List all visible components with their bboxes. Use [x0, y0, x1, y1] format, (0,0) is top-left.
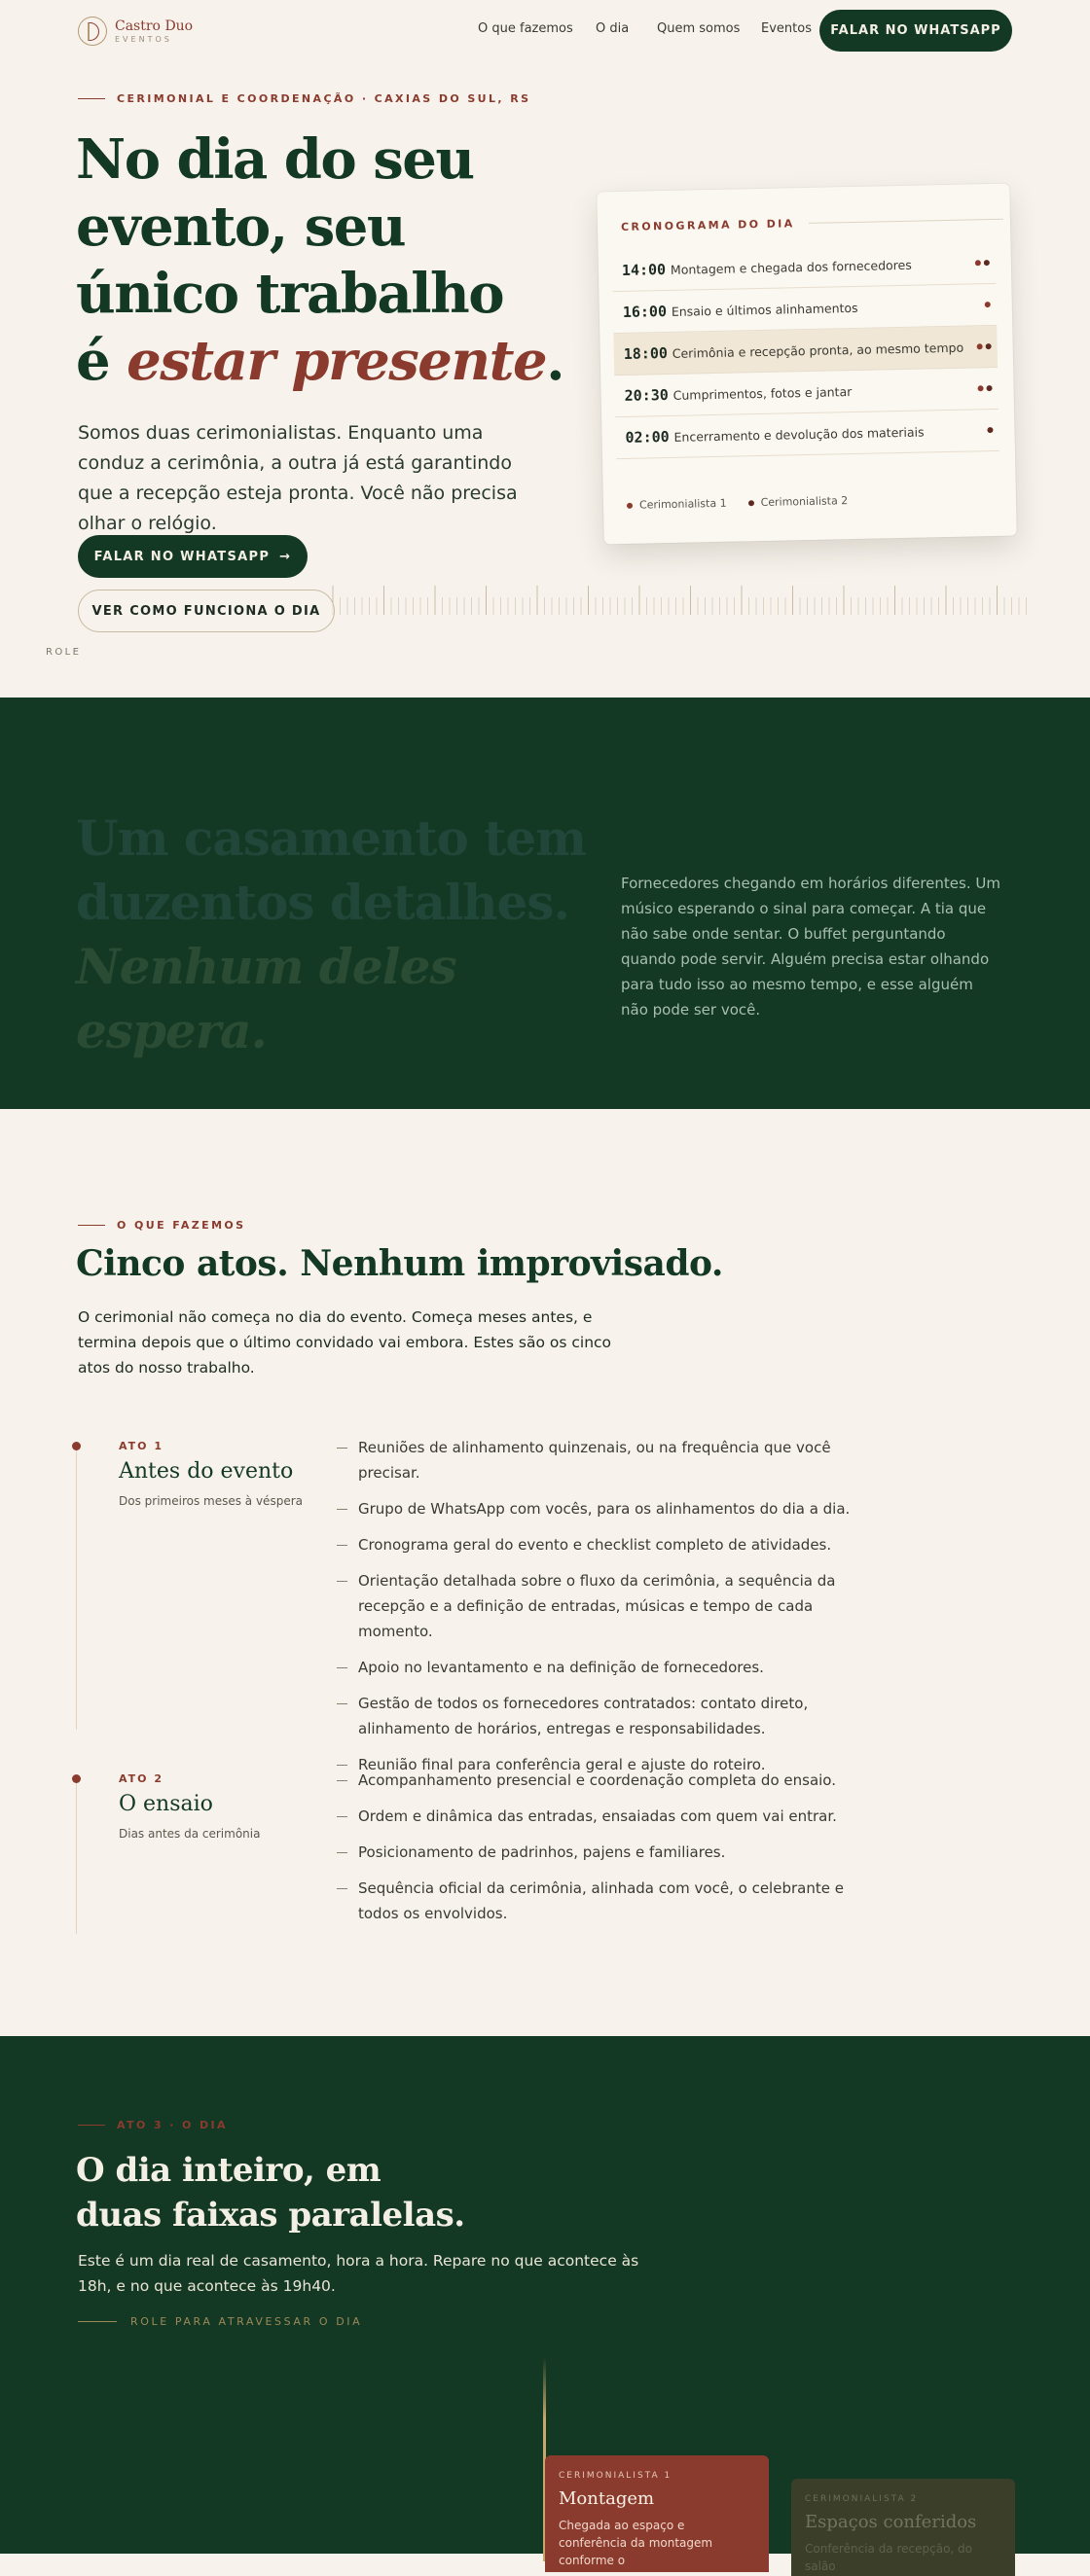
schedule-dots — [970, 260, 996, 267]
slot-title: Espaços conferidos — [805, 2512, 977, 2532]
logo-name: Castro Duo — [115, 18, 194, 34]
nav-link-o-dia[interactable]: O dia — [596, 21, 630, 36]
hero-title-line-3: único trabalho — [76, 262, 504, 326]
slot-kicker: CERIMONIALISTA 1 — [559, 2471, 672, 2481]
dot-icon — [987, 427, 993, 433]
eyebrow-line — [78, 2125, 105, 2126]
list-item: Apoio no levantamento e na definição de fornecedores. — [337, 1655, 882, 1680]
act-items — [337, 1768, 882, 1937]
list-item: Grupo de WhatsApp com vocês, para os alinhamentos do dia a dia. — [337, 1496, 882, 1521]
act-name: O ensaio — [119, 1792, 213, 1816]
act-items — [337, 1435, 882, 1788]
act-bullet-icon — [72, 1774, 81, 1783]
timeline-slot-cerimonialista-2 — [791, 2479, 1015, 2576]
schedule-title-text: CRONOGRAMA DO DIA — [620, 217, 795, 233]
list-item: Acompanhamento presencial e coordenação completa do ensaio. — [337, 1768, 882, 1793]
problem-title-line-2: duzentos detalhes. — [76, 874, 569, 931]
dot-icon — [984, 260, 990, 266]
nav-link-o-que-fazemos[interactable]: O que fazemos — [478, 21, 573, 36]
day-title — [76, 2148, 465, 2237]
problem-title-line-3: Nenhum deles espera. — [76, 938, 456, 1059]
timeline-slot-cerimonialista-1 — [545, 2455, 769, 2572]
day-title-line-2: duas faixas paralelas. — [76, 2196, 465, 2235]
list-item: Sequência oficial da cerimônia, alinhada com você, o celebrante e todos os envolvidos. — [337, 1876, 882, 1926]
eyebrow-line — [78, 98, 105, 99]
schedule-desc: Cumprimentos, fotos e jantar — [672, 383, 853, 403]
schedule-dots — [973, 385, 999, 392]
act-rail — [76, 1778, 77, 1934]
schedule-desc: Montagem e chegada dos fornecedores — [670, 257, 912, 277]
schedule-dots — [971, 302, 997, 308]
dot-icon — [978, 385, 984, 391]
schedule-desc: Encerramento e devolução dos materiais — [673, 423, 925, 445]
dot-icon — [975, 260, 981, 266]
services-title: Cinco atos. Nenhum improvisado. — [76, 1243, 723, 1284]
day-eyebrow — [78, 2119, 228, 2131]
schedule-card — [597, 184, 1016, 545]
schedule-time: 02:00 — [625, 427, 670, 447]
services-eyebrow — [78, 1219, 245, 1232]
problem-title-line-1: Um casamento tem — [76, 809, 587, 867]
schedule-dots — [972, 343, 998, 350]
how-it-works-button[interactable]: VER COMO FUNCIONA O DIA — [78, 590, 335, 632]
problem-title — [76, 806, 621, 1063]
logo[interactable] — [78, 17, 193, 46]
schedule-title-line — [809, 219, 1003, 224]
list-item: Reuniões de alinhamento quinzenais, ou na frequência que você precisar. — [337, 1435, 882, 1485]
list-item: Gestão de todos os fornecedores contratados: contato direto, alinhamento de horários, entregas e responsabilidades. — [337, 1691, 882, 1741]
day-title-line-1: O dia inteiro, em — [76, 2151, 382, 2190]
act-number: ATO 2 — [119, 1772, 164, 1785]
act-bullet-icon — [72, 1442, 81, 1450]
hero-eyebrow — [78, 92, 530, 105]
list-item: Reunião final para conferência geral e ajuste do roteiro. — [337, 1752, 882, 1777]
day-eyebrow-text: ATO 3 · O DIA — [117, 2119, 228, 2131]
hero-eyebrow-text: CERIMONIAL E COORDENAÇÃO · CAXIAS DO SUL, RS — [117, 92, 531, 105]
schedule-row — [615, 410, 999, 459]
hero-title — [76, 126, 582, 395]
list-item: Orientação detalhada sobre o fluxo da cerimônia, a sequência da recepção e a definição de entradas, músicas e tempo de cada momento. — [337, 1568, 882, 1644]
nav-link-quem-somos[interactable]: Quem somos — [657, 21, 741, 36]
schedule-time: 20:30 — [624, 385, 669, 405]
slot-title: Montagem — [559, 2488, 655, 2509]
problem-section — [0, 698, 1090, 1109]
list-item: Posicionamento de padrinhos, pajens e familiares. — [337, 1840, 882, 1865]
services-eyebrow-text: O QUE FAZEMOS — [117, 1219, 246, 1232]
logo-sub: EVENTOS — [115, 34, 172, 44]
slot-desc: Chegada ao espaço e conferência da montagem conforme o — [559, 2519, 713, 2567]
legend-item-2 — [747, 494, 848, 509]
hero-title-line-1: No dia do seu — [76, 127, 474, 192]
top-nav — [0, 0, 1090, 60]
act-number: ATO 1 — [119, 1440, 164, 1452]
legend-item-1 — [627, 497, 727, 512]
schedule-legend — [627, 494, 849, 512]
dot-icon — [748, 500, 754, 506]
dot-icon — [985, 302, 991, 307]
legend-label-1: Cerimonialista 1 — [638, 496, 727, 512]
day-lead: Este é um dia real de casamento, hora a hora. Repare no que acontece às 18h, e no que acontece às 19h40. — [78, 2252, 639, 2295]
nav-whatsapp-button[interactable]: FALAR NO WHATSAPP — [819, 10, 1012, 52]
legend-label-2: Cerimonialista 2 — [760, 494, 849, 510]
schedule-desc: Cerimônia e recepção pronta, ao mesmo tempo — [672, 340, 964, 361]
schedule-time: 14:00 — [621, 261, 667, 279]
slot-kicker: CERIMONIALISTA 2 — [805, 2494, 919, 2504]
hero-lead: Somos duas cerimonialistas. Enquanto uma conduz a cerimônia, a outra já está garantindo que a recepção esteja pronta. Você não precisa olhar o relógio. — [78, 422, 518, 534]
hero-whatsapp-label: FALAR NO WHATSAPP — [93, 549, 271, 564]
dot-icon — [987, 385, 993, 391]
scroll-label: ROLE — [46, 647, 82, 658]
day-section — [0, 2036, 1090, 2573]
schedule-time: 16:00 — [622, 303, 668, 321]
list-item: Cronograma geral do evento e checklist completo de atividades. — [337, 1532, 882, 1557]
list-item: Ordem e dinâmica das entradas, ensaiadas com quem vai entrar. — [337, 1804, 882, 1829]
drag-hint-text: ROLE PARA ATRAVESSAR O DIA — [130, 2315, 363, 2328]
hero-whatsapp-button[interactable] — [78, 535, 308, 578]
act-rail — [76, 1446, 77, 1730]
drag-hint — [78, 2315, 362, 2328]
services-lead: O cerimonial não começa no dia do evento. Começa meses antes, e termina depois que o último convidado vai embora. Estes são os cinco atos do nosso trabalho. — [78, 1308, 612, 1377]
schedule-card-title — [621, 213, 1003, 233]
dot-icon — [986, 343, 992, 349]
act-when: Dias antes da cerimônia — [119, 1827, 261, 1841]
hero-title-line-4a: é — [76, 329, 127, 393]
hero-title-emphasis: estar presente — [127, 329, 547, 393]
eyebrow-line — [78, 1225, 105, 1226]
hero-title-period: . — [546, 329, 564, 393]
day-ruler-ticks — [331, 584, 1032, 615]
schedule-dots — [973, 427, 999, 434]
slot-desc: Conferência da recepção, do salão — [805, 2542, 973, 2573]
schedule-desc: Ensaio e últimos alinhamentos — [671, 300, 858, 319]
act-when: Dos primeiros meses à véspera — [119, 1494, 303, 1508]
dot-icon — [627, 502, 633, 508]
problem-text: Fornecedores chegando em horários diferentes. Um músico esperando o sinal para começar. A tia que não sabe onde sentar. O buffet perguntando quando pode servir. Alguém precisa estar olhando para tudo isso ao mesmo tempo, e esse alguém não pode ser você. — [621, 875, 1000, 1019]
nav-link-eventos[interactable]: Eventos — [761, 21, 812, 36]
arrow-right-icon: → — [279, 549, 292, 564]
hero-title-line-2: evento, seu — [76, 195, 406, 259]
act-name: Antes do evento — [119, 1459, 294, 1484]
dot-icon — [977, 343, 983, 349]
schedule-time: 18:00 — [623, 343, 669, 363]
drag-hint-line — [78, 2321, 117, 2322]
logo-mark-icon — [78, 17, 107, 46]
